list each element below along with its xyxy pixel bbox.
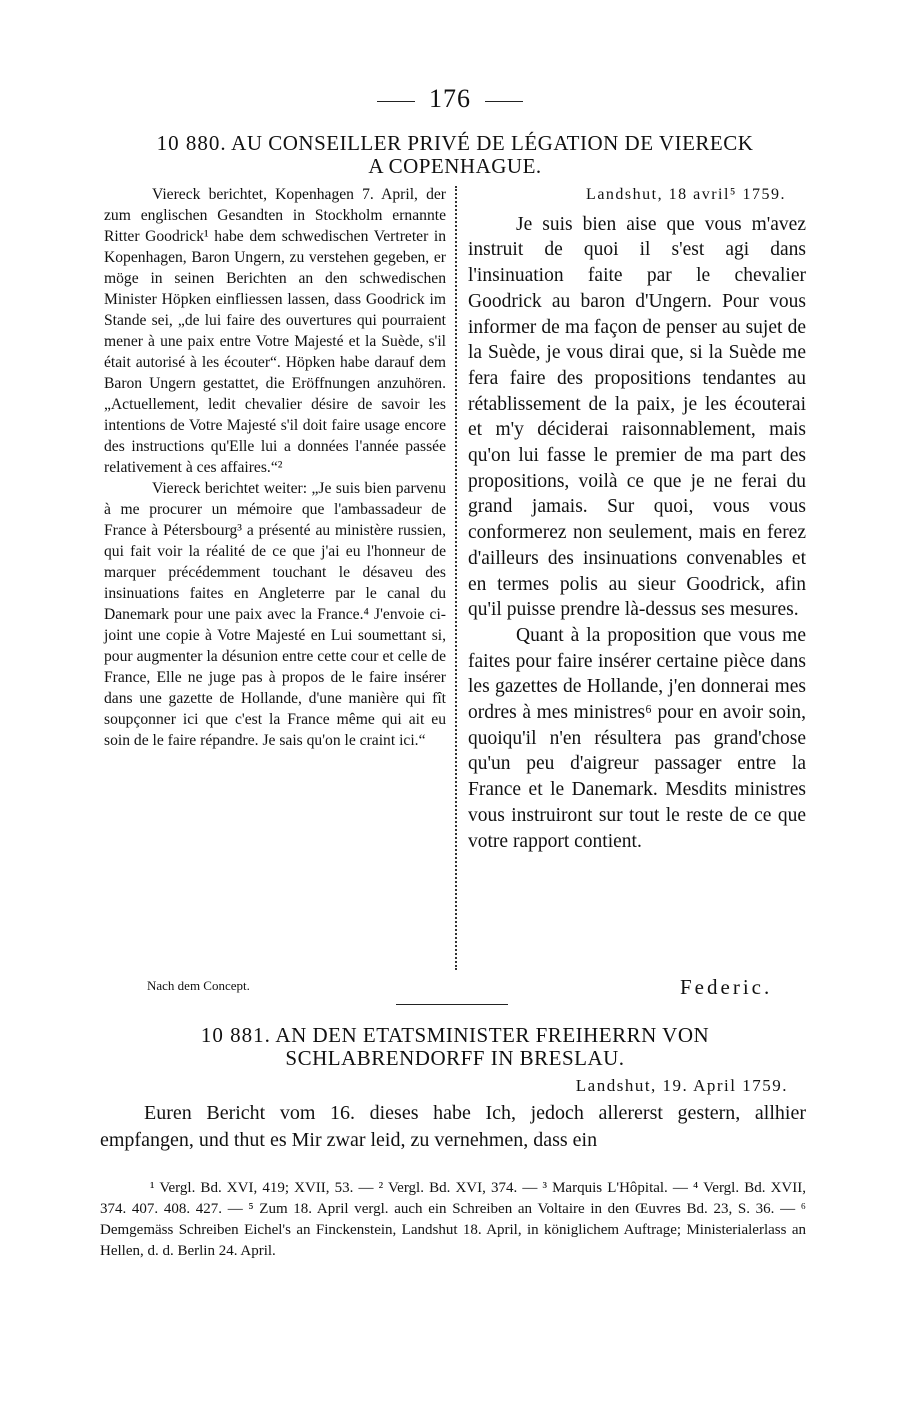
letter1-dateline: Landshut, 18 avril⁵ 1759.: [586, 186, 786, 203]
footnotes: [100, 1178, 806, 1262]
letter1-heading-line1: [100, 132, 810, 155]
page-number-text: 176: [429, 84, 471, 113]
letter1-title-line1: AU CONSEILLER PRIVÉ DE LÉGATION DE VIERECK: [231, 131, 754, 155]
letter2-title-line2: SCHLABRENDORFF IN BRESLAU.: [285, 1046, 625, 1070]
reply-paragraph-2: Quant à la proposition que vous me faites pour faire insérer certaine pièce dans les gazettes de Hollande, j'en donnerai mes ordres à mes ministres⁶ pour en avoir soin, quoiqu'il n'en résultera pas grand'chose qu'un peu d'aigreur passager entre la France et le Danemark. Mesdits ministres vous instruiront sur tout le reste de ce que votre rapport contient.: [468, 624, 806, 852]
letter2-dateline: Landshut, 19. April 1759.: [575, 1076, 788, 1095]
letter2-heading-line1: [100, 1024, 810, 1047]
summary-column: [104, 184, 446, 751]
letter2-title-line1: AN DEN ETATSMINISTER FREIHERRN VON: [275, 1023, 710, 1047]
source-note: Nach dem Concept.: [147, 978, 250, 993]
summary-paragraph-1: Viereck berichtet, Kopenhagen 7. April, der zum englischen Gesandten in Stockholm ernannte Ritter Goodrick¹ habe dem schwedischen Vertreter in Kopenhagen, Baron Ungern, zu verstehen gegeben, er möge in seinen Berichten an den schwedischen Minister Höpken einfliessen lassen, dass Goodrick im Stande sei, „de lui faire des ouvertures qui pourraient mener à une paix entre Votre Majesté et la Suède, s'il était autorisé à les écouter“. Höpken habe darauf dem Baron Ungern gestattet, die Eröffnungen anzuhören. „Actuellement, ledit chevalier désire de savoir les intentions de Votre Majesté s'il doit faire usage encore des instructions qu'Elle lui a données l'année passée relativement à ces affaires.“²: [104, 186, 446, 476]
letter1-number: 10 880.: [156, 131, 227, 155]
letter2-body: [100, 1100, 806, 1154]
letter2-heading: [100, 1024, 810, 1070]
page-number-rule-right: [485, 101, 523, 102]
letter2-number: 10 881.: [200, 1023, 271, 1047]
letter1-heading: [100, 132, 810, 178]
page-number: [0, 84, 900, 114]
reply-paragraph-1: Je suis bien aise que vous m'avez instruit de quoi il s'est agi dans l'insinuation faite par le chevalier Goodrick au baron d'Ungern. Pour vous informer de ma façon de penser au sujet de la Suède, je vous dirai que, si la Suède me fera faire des propositions tendantes au rétablissement de la paix, je les écouterai et m'y déciderai raisonnablement, mais qu'on lui fasse le premier de ma part des propositions, voilà ce que je ne ferai du grand jamais. Sur quoi, vous vous conformerez non seulement, mais en ferez d'ailleurs des insinuations convenables et en termes polis au sieur Goodrick, afin qu'il puisse prendre là-dessus ses mesures.: [468, 213, 806, 621]
signature: Federic.: [680, 975, 773, 999]
letter1-title-line2: A COPENHAGUE.: [368, 154, 542, 178]
section-separator: [396, 1004, 508, 1005]
page-number-rule-left: [377, 101, 415, 102]
footnotes-text: ¹ Vergl. Bd. XVI, 419; XVII, 53. — ² Vergl. Bd. XVI, 374. — ³ Marquis L'Hôpital. — ⁴ Vergl. Bd. XVII, 374. 407. 408. 427. — ⁵ Zum 18. April vergl. auch ein Schreiben an Voltaire in den Œuvres Bd. 23, S. 36. — ⁶ Demgemäss Schreiben Eichel's an Finckenstein, Landshut 18. April, in königlichem Auftrage; Ministerialerlass an Hellen, d. d. Berlin 24. April.: [100, 1180, 806, 1259]
column-divider: [455, 186, 457, 970]
summary-paragraph-2: Viereck berichtet weiter: „Je suis bien parvenu à me procurer un mémoire que l'ambassadeur de France à Pétersbourg³ a présenté au ministère russien, qui fait voir la réalité de ce que j'ai eu l'honneur de marquer précédemment touchant le désaveu des insinuations faites en Angleterre par le canal du Danemark pour une paix avec la France.⁴ J'envoie ci-joint une copie à Votre Majesté en Lui soumettant si, pour augmenter la désunion entre cette cour et celle de France, Elle ne juge pas à propos de le faire insérer dans une gazette de Hollande, d'une manière qui fît soupçonner ici que c'est la France même qui ait eu soin de le faire répandre. Je sais qu'on le craint ici.“: [104, 480, 446, 749]
letter2-paragraph: Euren Bericht vom 16. dieses habe Ich, jedoch allererst gestern, allhier empfangen, und thut es Mir zwar leid, zu vernehmen, dass ein: [100, 1102, 806, 1151]
reply-column: [468, 182, 806, 854]
